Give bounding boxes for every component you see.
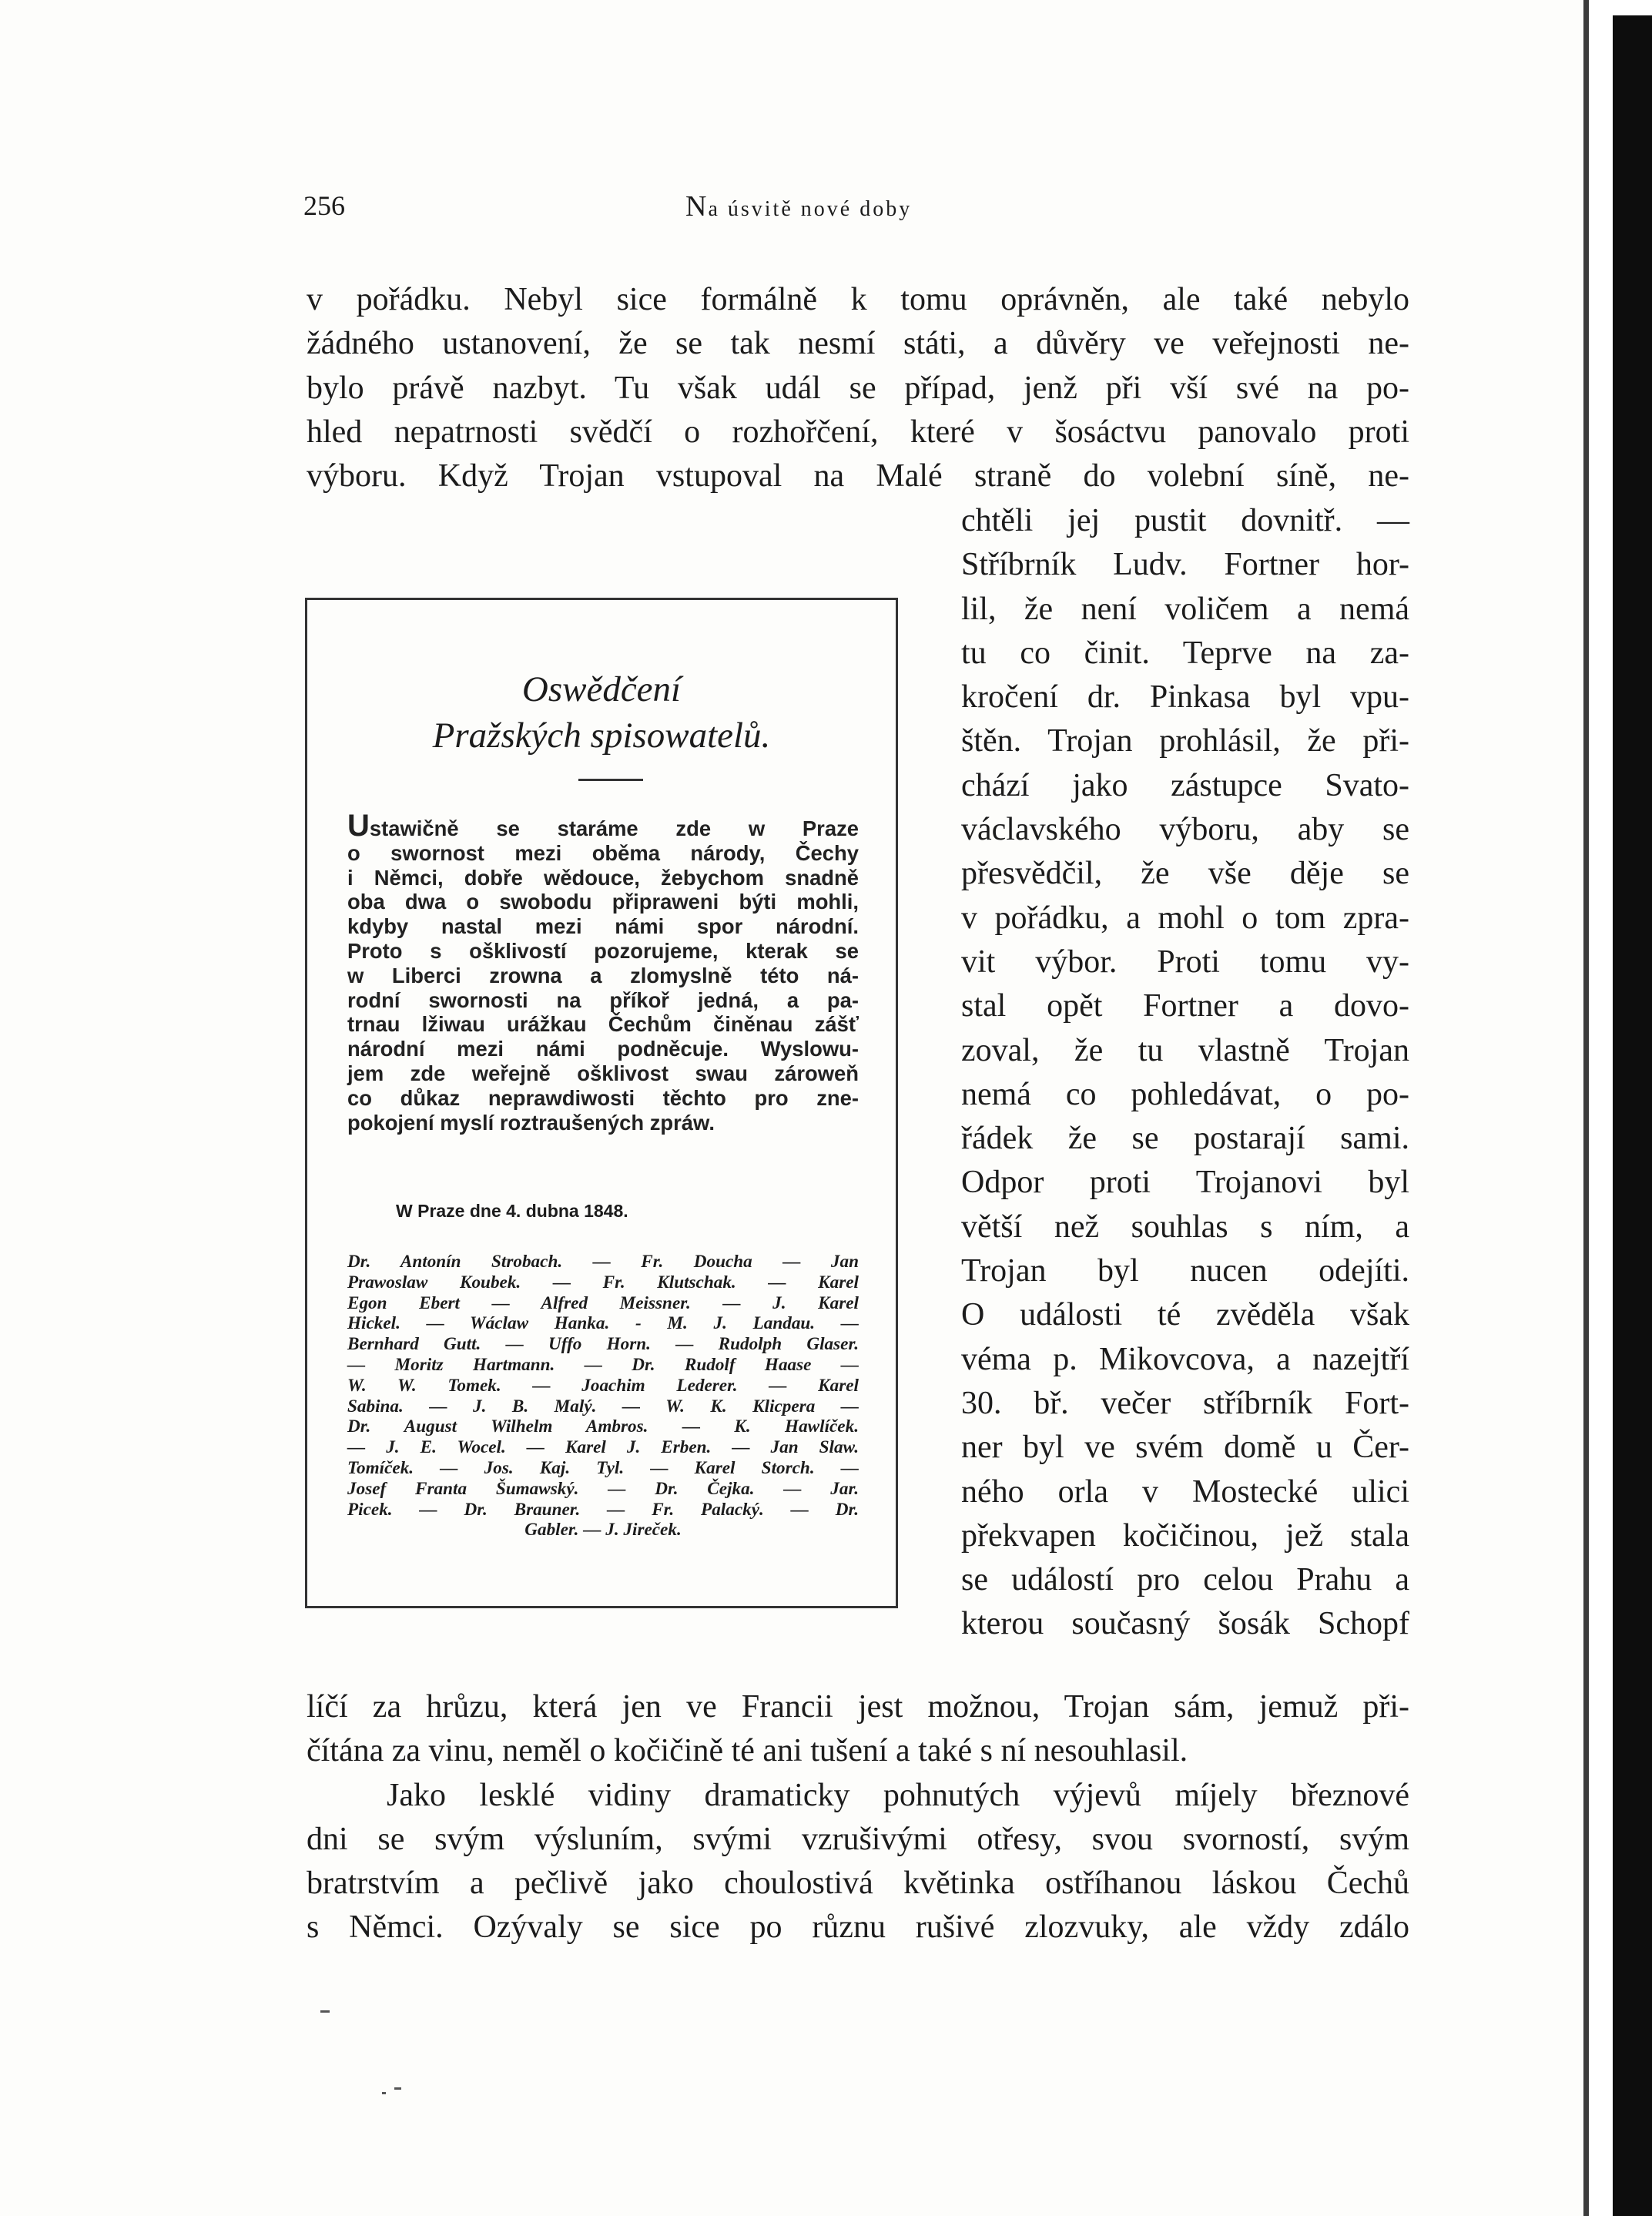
inset-initial-letter: U	[347, 809, 370, 843]
inset-body-text	[347, 809, 859, 1135]
text-line: bratrstvím a pečlivě jako choulostivá květinka ostříhanou láskou Čechů	[307, 1866, 1409, 1902]
text-line: zoval, že tu vlastně Trojan	[961, 1032, 1409, 1068]
signature-line: Dr. Antonín Strobach. — Fr. Doucha — Jan	[347, 1252, 859, 1272]
text-line: O události té zvěděla však	[961, 1297, 1409, 1333]
text-line: chtěli jej pustit dovnitř. —	[961, 503, 1409, 538]
body-text-bottom	[307, 1685, 1409, 1950]
text-line: vit výbor. Proti tomu vy-	[961, 944, 1409, 980]
text-line: Trojan byl nucen odejíti.	[961, 1253, 1409, 1289]
running-head-text: a úsvitě nové doby	[708, 197, 913, 221]
inset-line: oba dwa o swobodu připraweni býti mohli,	[347, 890, 859, 914]
text-line: Stříbrník Ludv. Fortner hor-	[961, 547, 1409, 583]
text-line: štěn. Trojan prohlásil, že při-	[961, 723, 1409, 759]
signature-line: — Moritz Hartmann. — Dr. Rudolf Haase —	[347, 1354, 859, 1375]
scan-speck	[394, 2087, 401, 2090]
inset-line: co důkaz neprawdiwosti těchto pro zne-	[347, 1085, 859, 1110]
text-line: čítána za vinu, neměl o kočičině té ani tušení a také s ní nesouhlasil.	[307, 1733, 1188, 1769]
signature-line: Tomíček. — Jos. Kaj. Tyl. — Karel Storch. —	[347, 1457, 859, 1478]
text-line: řádek že se postarají sami.	[961, 1121, 1409, 1157]
text-line: Jako lesklé vidiny dramaticky pohnutých výjevů míjely březnové	[387, 1777, 1409, 1813]
text-line: bylo právě nazbyt. Tu však udál se případ, jenž při vší své na po-	[307, 370, 1409, 406]
signature-line: Egon Ebert — Alfred Meissner. — J. Karel	[347, 1292, 859, 1313]
text-line: v pořádku, a mohl o tom zpra-	[961, 900, 1409, 936]
text-line: větší než souhlas s ním, a	[961, 1209, 1409, 1245]
signature-line: Gabler. — J. Jireček.	[524, 1520, 682, 1540]
inset-date: W Praze dne 4. dubna 1848.	[396, 1201, 628, 1221]
signature-line: Hickel. — Wáclaw Hanka. - M. J. Landau. —	[347, 1313, 859, 1334]
text-line: nemá co pohledávat, o po-	[961, 1076, 1409, 1112]
scan-speck	[320, 2010, 330, 2013]
page-number: 256	[303, 190, 345, 221]
text-line: 30. bř. večer stříbrník Fort-	[961, 1385, 1409, 1421]
scan-edge	[1583, 0, 1652, 2216]
text-line: lil, že není voličem a nemá	[961, 591, 1409, 627]
text-line: s Němci. Ozývaly se sice po různu rušivé zlozvuky, ale vždy zdálo	[307, 1909, 1409, 1946]
text-line: hled nepatrnosti svědčí o rozhořčení, které v šosáctvu panovalo proti	[307, 414, 1409, 450]
text-line: václavského výboru, aby se	[961, 812, 1409, 848]
declaration-inset	[305, 598, 898, 1608]
inset-line: o swornost mezi oběma národy, Čechy	[347, 840, 859, 865]
inset-first-line: stawičně se staráme zde w Praze	[369, 816, 859, 840]
text-line: výboru. Když Trojan vstupoval na Malé straně do volební síně, ne-	[307, 458, 1409, 494]
body-text-top	[307, 278, 1409, 498]
text-line: přesvědčil, že vše děje se	[961, 856, 1409, 892]
text-line: překvapen kočičinou, jež stala	[961, 1517, 1409, 1554]
inset-title-line: Oswědčení	[521, 669, 682, 709]
inset-title-line: Pražských spisowatelů.	[432, 716, 771, 756]
inset-line: i Němci, dobře wědouce, žebychom snadně	[347, 865, 859, 890]
text-line: v pořádku. Nebyl sice formálně k tomu oprávněn, ale také nebylo	[307, 282, 1409, 317]
text-line: ner byl ve svém domě u Čer-	[961, 1430, 1409, 1466]
inset-line: kdyby nastal mezi námi spor národní.	[347, 914, 859, 939]
text-line: véma p. Mikovcova, a nazejtří	[961, 1341, 1409, 1377]
signature-line: Sabina. — J. B. Malý. — W. K. Klicpera —	[347, 1396, 859, 1416]
inset-line	[347, 809, 859, 843]
inset-signatures	[347, 1252, 859, 1540]
scan-edge-shadow	[1613, 15, 1652, 2216]
signature-line: W. W. Tomek. — Joachim Lederer. — Karel	[347, 1375, 859, 1396]
signature-line: Dr. August Wilhelm Ambros. — K. Hawlíček.	[347, 1416, 859, 1437]
signature-line: Prawoslaw Koubek. — Fr. Klutschak. — Karel	[347, 1272, 859, 1292]
text-line: stal opět Fortner a dovo-	[961, 988, 1409, 1024]
text-line: žádného ustanovení, že se tak nesmí státi, a důvěry ve veřejnosti ne-	[307, 326, 1409, 362]
body-text-column	[961, 499, 1409, 1647]
inset-line: pokojení myslí roztraušených zpráw.	[347, 1110, 715, 1135]
text-line: ného orla v Mostecké ulici	[961, 1473, 1409, 1510]
inset-divider	[578, 779, 643, 781]
scan-speck	[382, 2092, 386, 2094]
inset-line: trnau lžiwau urážkau Čechům činěnau zášť	[347, 1012, 859, 1037]
signature-line: Picek. — Dr. Brauner. — Fr. Palacký. — Dr.	[347, 1499, 859, 1520]
inset-line: národní mezi námi podněcuje. Wyslowu-	[347, 1037, 859, 1061]
text-line: kterou současný šosák Schopf	[961, 1606, 1409, 1642]
signature-line: — J. E. Wocel. — Karel J. Erben. — Jan Slaw.	[347, 1437, 859, 1458]
text-line: kročení dr. Pinkasa byl vpu-	[961, 679, 1409, 716]
signature-line: Josef Franta Šumawský. — Dr. Čejka. — Jar.	[347, 1478, 859, 1499]
inset-line: Proto s ošklivostí pozorujeme, kterak se	[347, 938, 859, 963]
running-head	[685, 189, 912, 223]
signature-line: Bernhard Gutt. — Uffo Horn. — Rudolph Glaser.	[347, 1334, 859, 1355]
text-line: chází jako zástupce Svato-	[961, 767, 1409, 803]
text-line: tu co činit. Teprve na za-	[961, 635, 1409, 671]
text-line: Odpor proti Trojanovi byl	[961, 1165, 1409, 1201]
text-line: se událostí pro celou Prahu a	[961, 1562, 1409, 1598]
running-head-initial: N	[685, 190, 709, 223]
text-line: dni se svým výsluním, svými vzrušivými otřesy, svou svorností, svým	[307, 1821, 1409, 1857]
inset-line: rodní swornosti na příkoř jedná, a pa-	[347, 987, 859, 1012]
scan-edge-line	[1583, 0, 1589, 2216]
text-line: líčí za hrůzu, která jen ve Francii jest možnou, Trojan sám, jemuž při-	[307, 1689, 1409, 1725]
inset-line: jem zde weřejně ošklivost swau zároweň	[347, 1061, 859, 1085]
inset-line: w Liberci zrowna a zlomyslně této ná-	[347, 963, 859, 987]
